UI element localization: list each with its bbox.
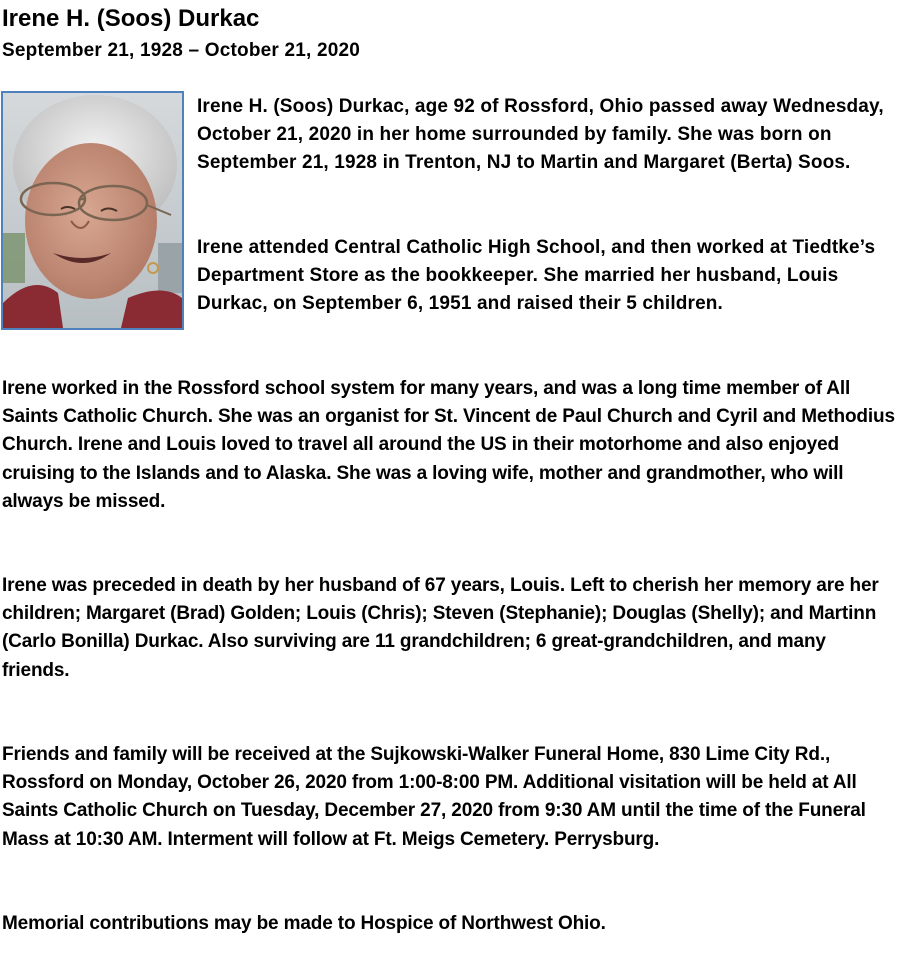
obituary-paragraph-survivors: Irene was preceded in death by her husband of 67 years, Louis. Left to cherish her memory are her children; Margaret (Brad) Golden; Louis (Chris); Steven (Stephanie); Douglas (Shelly); and Martinn (Carlo Bonilla) Durkac. Also surviving are 11 grandchildren; 6 great-grandchildren, and many friends. [2, 575, 879, 681]
obituary-paragraph-services: Friends and family will be received at the Sujkowski-Walker Funeral Home, 830 Lime City Rd., Rossford on Monday, October 26, 2020 from 1:00-8:00 PM. Additional visitation will be held at All Saints Catholic Church on Tuesday, December 27, 2020 from 9:30 AM until the time of the Funeral Mass at 10:30 AM. Interment will follow at Ft. Meigs Cemetery. Perrysburg. [2, 744, 866, 850]
obituary-paragraph-memorials: Memorial contributions may be made to Hospice of Northwest Ohio. [2, 913, 606, 934]
obituary-paragraph-life: Irene worked in the Rossford school system for many years, and was a long time member of All Saints Catholic Church. She was an organist for St. Vincent de Paul Church and Cyril and Methodius Church. Irene and Louis loved to travel all around the US in their motorhome and also enjoyed cruising to the Islands and to Alaska. She was a loving wife, mother and grandmother, who will always be missed. [2, 378, 895, 512]
portrait-icon [3, 93, 182, 328]
portrait-photo [1, 91, 184, 330]
obituary-paragraph-education: Irene attended Central Catholic High School, and then worked at Tiedtke’s Department Store as the bookkeeper. She married her husband, Louis Durkac, on September 6, 1951 and raised their 5 children. [197, 237, 876, 315]
obituary-name: Irene H. (Soos) Durkac [2, 5, 260, 32]
obituary-dates: September 21, 1928 – October 21, 2020 [2, 40, 361, 61]
obituary-paragraph-intro: Irene H. (Soos) Durkac, age 92 of Rossford, Ohio passed away Wednesday, October 21, 2020 in her home surrounded by family. She was born on September 21, 1928 in Trenton, NJ to Martin and Margaret (Berta) Soos. [197, 96, 884, 174]
